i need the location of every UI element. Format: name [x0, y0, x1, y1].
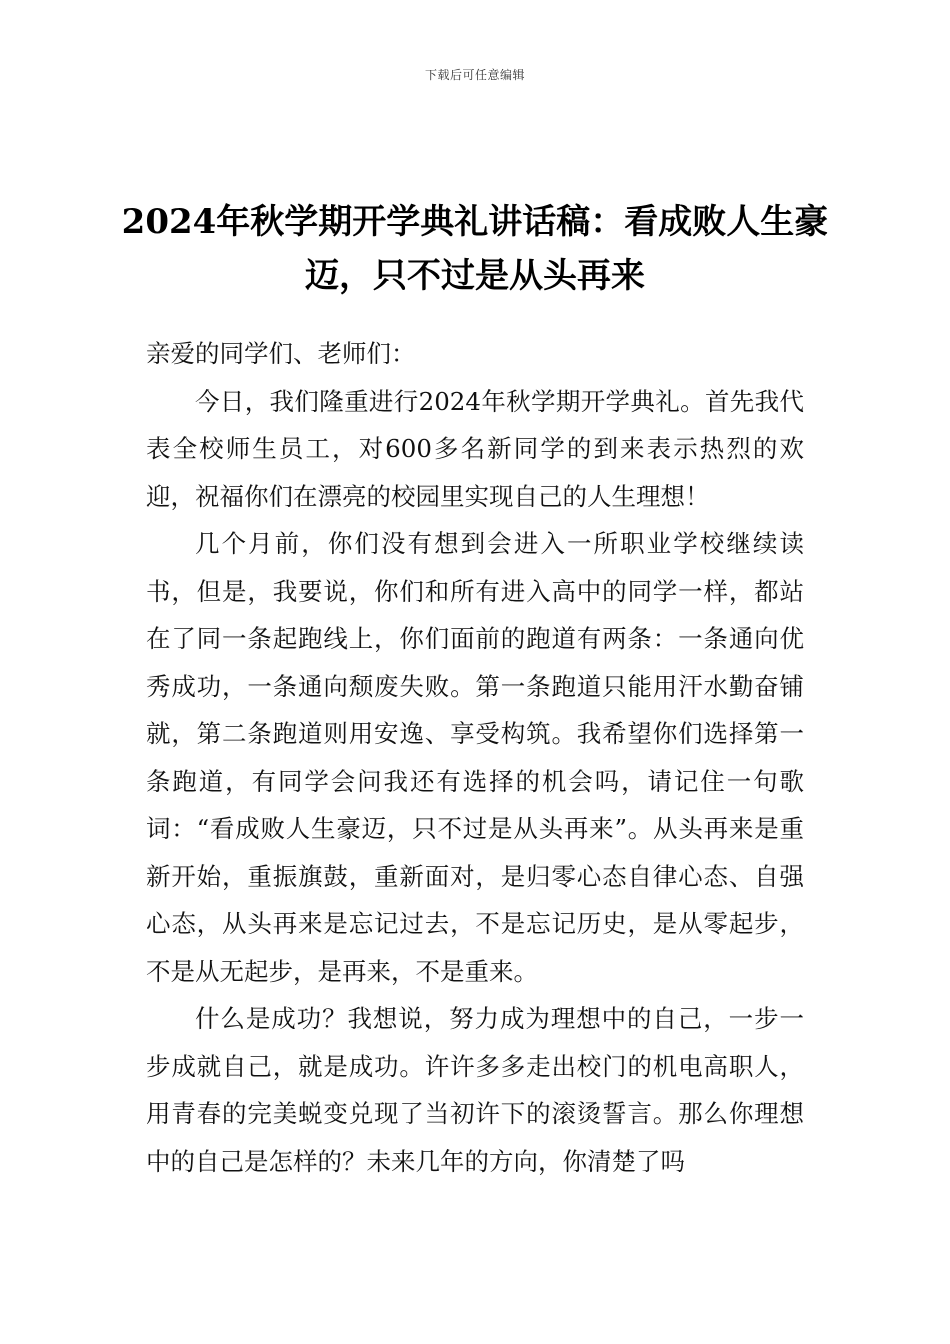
paragraph-1: 今日，我们隆重进行2024年秋学期开学典礼。首先我代表全校师生员工，对600多名新同学的到来表示热烈的欢迎，祝福你们在漂亮的校园里实现自己的人生理想！	[146, 386, 804, 511]
greeting: 亲爱的同学们、老师们：	[146, 339, 416, 368]
document-body	[146, 330, 804, 1185]
document-title: 2024年秋学期开学典礼讲话稿：看成败人生豪迈，只不过是从头再来	[121, 201, 829, 296]
paragraph-3: 什么是成功？我想说，努力成为理想中的自己，一步一步成就自己，就是成功。许许多多走出校门的机电高职人，用青春的完美蜕变兑现了当初许下的滚烫誓言。那么你理想中的自己是怎样的？未来几年的方向，你清楚了吗	[146, 1004, 804, 1176]
header-note: 下载后可任意编辑	[424, 68, 525, 82]
paragraph-2: 几个月前，你们没有想到会进入一所职业学校继续读书，但是，我要说，你们和所有进入高中的同学一样，都站在了同一条起跑线上，你们面前的跑道有两条：一条通向优秀成功，一条通向颓废失败。第一条跑道只能用汗水勤奋铺就，第二条跑道则用安逸、享受构筑。我希望你们选择第一条跑道，有同学会问我还有选择的机会吗，请记住一句歌词：“看成败人生豪迈，只不过是从头再来”。从头再来是重新开始，重振旗鼓，重新面对，是归零心态自律心态、自强心态，从头再来是忘记过去，不是忘记历史，是从零起步，不是从无起步，是再来，不是重来。	[146, 529, 804, 986]
